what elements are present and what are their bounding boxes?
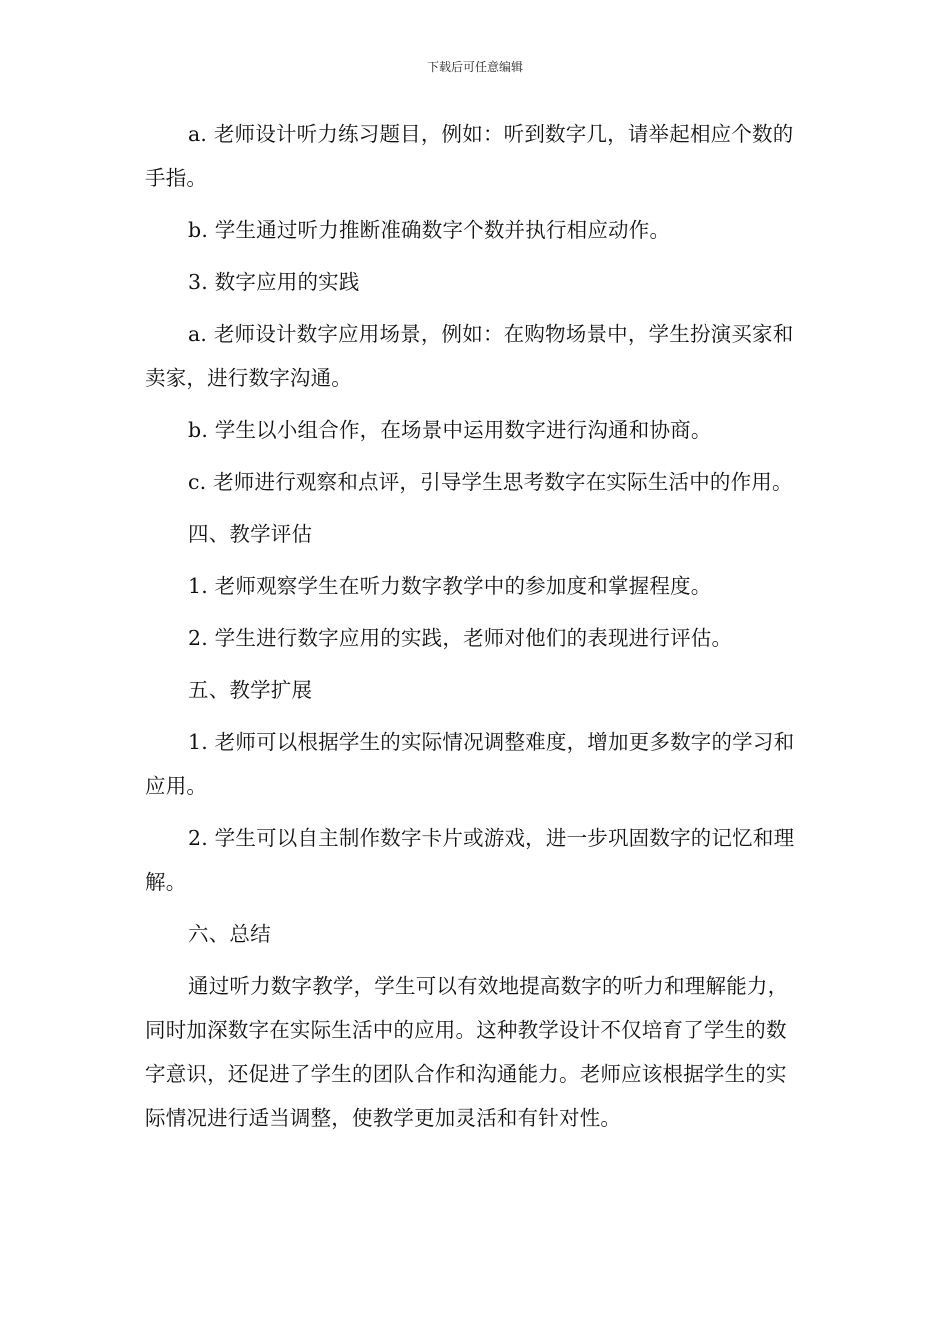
paragraph-evaluation-1: 1. 老师观察学生在听力数字教学中的参加度和掌握程度。 xyxy=(188,574,712,598)
section-heading-summary: 六、总结 xyxy=(188,922,271,946)
paragraph-listening-exercise-a: a. 老师设计听力练习题目，例如：听到数字几，请举起相应个数的手指。 xyxy=(145,122,794,190)
document-body xyxy=(145,112,805,1148)
page-header: 下载后可任意编辑 xyxy=(426,60,523,74)
paragraph-application-a: a. 老师设计数字应用场景，例如：在购物场景中，学生扮演买家和卖家，进行数字沟通。 xyxy=(145,322,794,390)
paragraph-listening-exercise-b: b. 学生通过听力推断准确数字个数并执行相应动作。 xyxy=(188,218,671,242)
paragraph-extension-2: 2. 学生可以自主制作数字卡片或游戏，进一步巩固数字的记忆和理解。 xyxy=(145,826,795,894)
paragraph-evaluation-2: 2. 学生进行数字应用的实践，老师对他们的表现进行评估。 xyxy=(188,626,733,650)
paragraph-extension-1: 1. 老师可以根据学生的实际情况调整难度，增加更多数字的学习和应用。 xyxy=(145,730,795,798)
paragraph-application-b: b. 学生以小组合作，在场景中运用数字进行沟通和协商。 xyxy=(188,418,712,442)
paragraph-application-c: c. 老师进行观察和点评，引导学生思考数字在实际生活中的作用。 xyxy=(188,470,793,494)
paragraph-summary: 通过听力数字教学，学生可以有效地提高数字的听力和理解能力，同时加深数字在实际生活中的应用。这种教学设计不仅培育了学生的数字意识，还促进了学生的团队合作和沟通能力。老师应该根据学生的实际情况进行适当调整，使教学更加灵活和有针对性。 xyxy=(145,974,789,1130)
section-heading-application-practice: 3. 数字应用的实践 xyxy=(188,270,360,294)
section-heading-evaluation: 四、教学评估 xyxy=(188,522,313,546)
section-heading-extension: 五、教学扩展 xyxy=(188,678,313,702)
